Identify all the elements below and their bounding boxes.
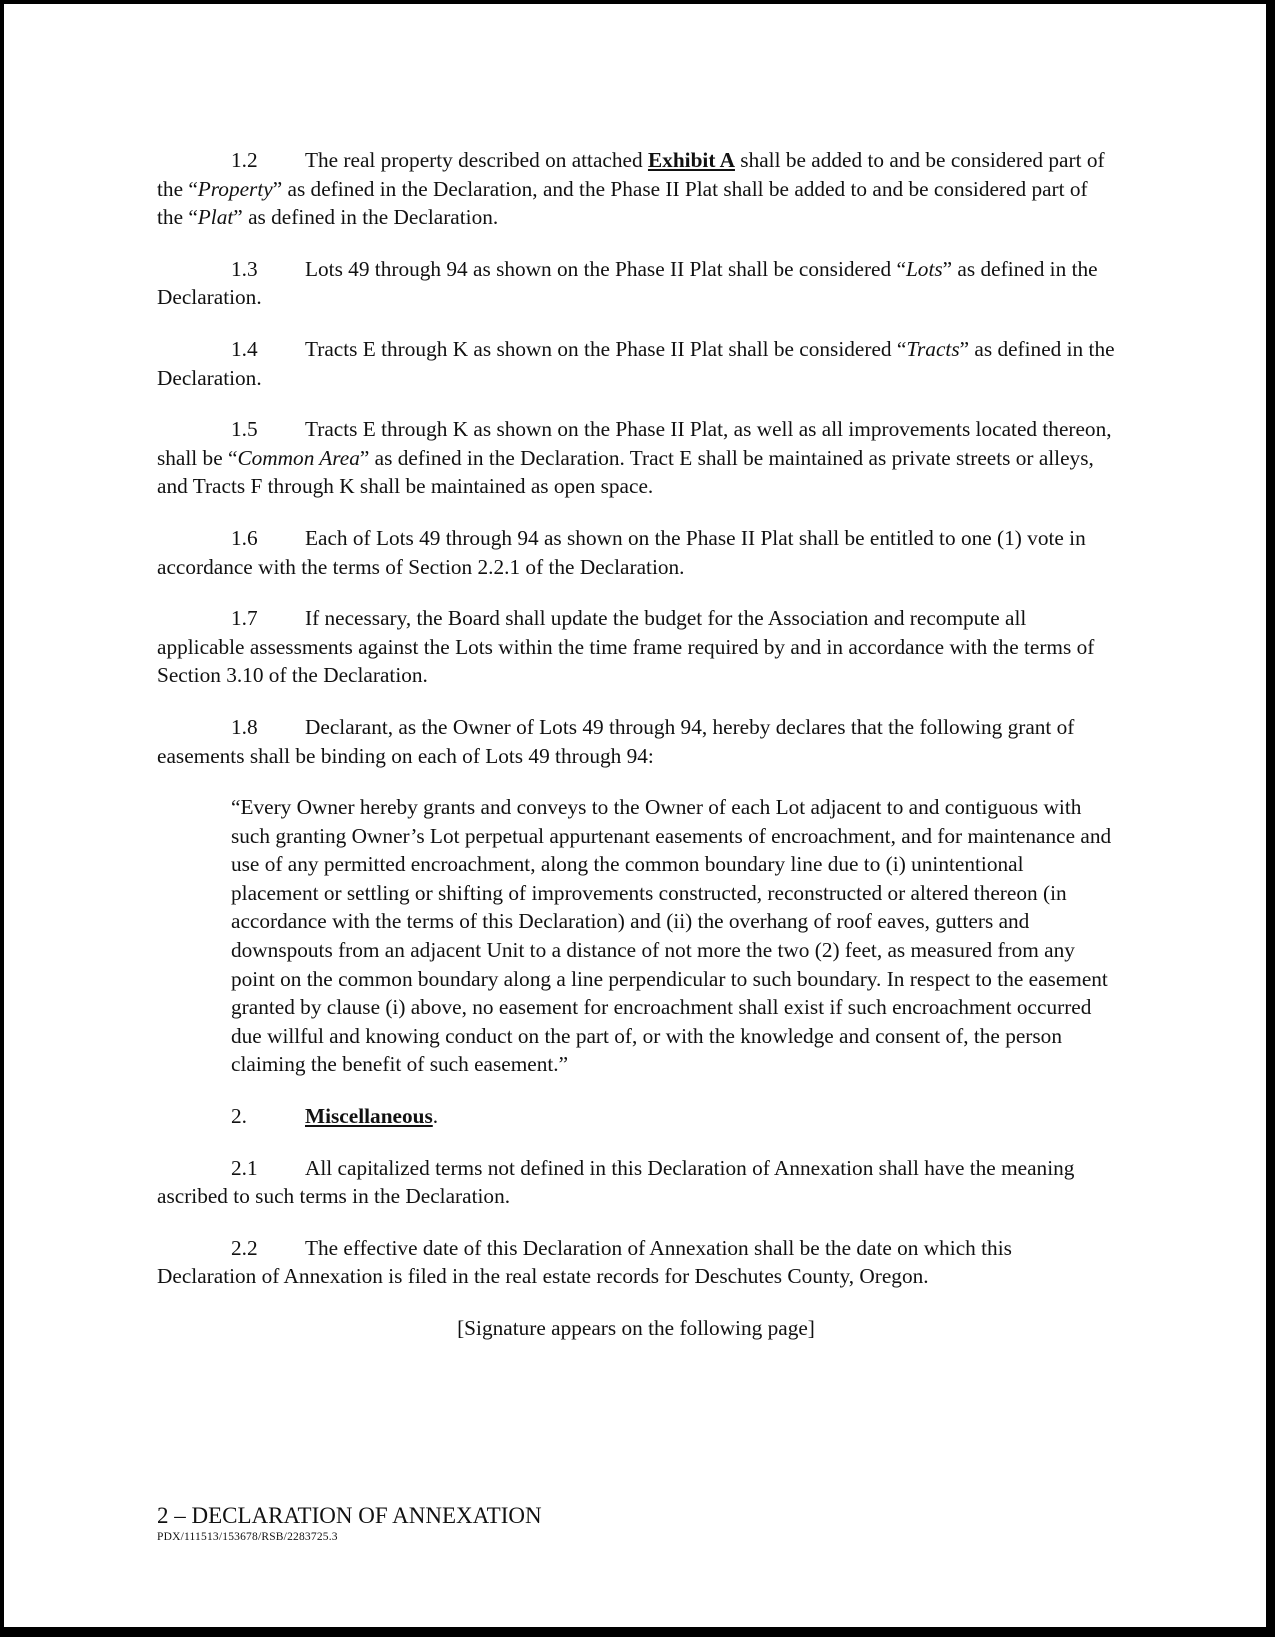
- defined-term: Plat: [197, 205, 234, 230]
- signature-note: [Signature appears on the following page]: [457, 1316, 815, 1340]
- paragraph-1-5: 1.5 Tracts E through K as shown on the Phase II Plat, as well as all improvements located thereon, shall be “Common Area” as defined in the Declaration. Tract E shall be maintained as private streets or alleys, and Tracts F through K shall be maintained as open space.: [157, 417, 1112, 499]
- section-title: Miscellaneous: [305, 1104, 433, 1129]
- defined-term: Common Area: [237, 445, 360, 470]
- paragraph-1-4: 1.4 Tracts E through K as shown on the Phase II Plat shall be considered “Tracts” as defined in the Declaration.: [157, 336, 1115, 390]
- section-heading-miscellaneous: 2. Miscellaneous.: [231, 1104, 439, 1129]
- paragraph-1-3: 1.3 Lots 49 through 94 as shown on the Phase II Plat shall be considered “Lots” as defined in the Declaration.: [157, 256, 1098, 310]
- defined-term: Lots: [905, 256, 943, 281]
- document-code: PDX/111513/153678/RSB/2283725.3: [157, 1531, 338, 1543]
- paragraph-1-6: 1.6 Each of Lots 49 through 94 as shown on the Phase II Plat shall be entitled to one (1) vote in accordance with the terms of Section 2.2.1 of the Declaration.: [157, 525, 1086, 579]
- paragraph-2-1: 2.1 All capitalized terms not defined in this Declaration of Annexation shall have the meaning ascribed to such terms in the Declaration.: [157, 1155, 1075, 1209]
- paragraph-1-7: 1.7 If necessary, the Board shall update the budget for the Association and recompute all applicable assessments against the Lots within the time frame required by and in accordance with the terms of Section 3.10 of the Declaration.: [157, 606, 1095, 688]
- footer-title: 2 – DECLARATION OF ANNEXATION: [157, 1503, 542, 1528]
- easement-quote: “Every Owner hereby grants and conveys to the Owner of each Lot adjacent to and contiguous with such granting Owner’s Lot perpetual appurtenant easements of encroachment, and for maintenance and use of any permitted encroachment, along the common boundary line due to (i) unintentional placement or settling or shifting of improvements constructed, reconstructed or altered thereon (in accordance with the terms of this Declaration) and (ii) the overhang of roof eaves, gutters and downspouts from an adjacent Unit to a distance of not more the two (2) feet, as measured from any point on the common boundary along a line perpendicular to such boundary. In respect to the easement granted by clause (i) above, no easement for encroachment shall exist if such encroachment occurred due willful and knowing conduct on the part of, or with the knowledge and consent of, the person claiming the benefit of such easement.”: [231, 795, 1112, 1077]
- page-footer: [157, 1503, 542, 1545]
- paragraph-1-2: 1.2 The real property described on attached Exhibit A shall be added to and be considered part of the “Property” as defined in the Declaration, and the Phase II Plat shall be added to and be considered part of the “Plat” as defined in the Declaration.: [157, 148, 1105, 230]
- defined-term: Property: [197, 176, 273, 201]
- document-body: [157, 146, 1115, 1343]
- defined-term: Tracts: [906, 336, 960, 361]
- paragraph-2-2: 2.2 The effective date of this Declaration of Annexation shall be the date on which this Declaration of Annexation is filed in the real estate records for Deschutes County, Oregon.: [157, 1235, 1012, 1289]
- paragraph-1-8: 1.8 Declarant, as the Owner of Lots 49 through 94, hereby declares that the following grant of easements shall be binding on each of Lots 49 through 94:: [157, 714, 1075, 768]
- exhibit-a-reference: Exhibit A: [647, 148, 735, 172]
